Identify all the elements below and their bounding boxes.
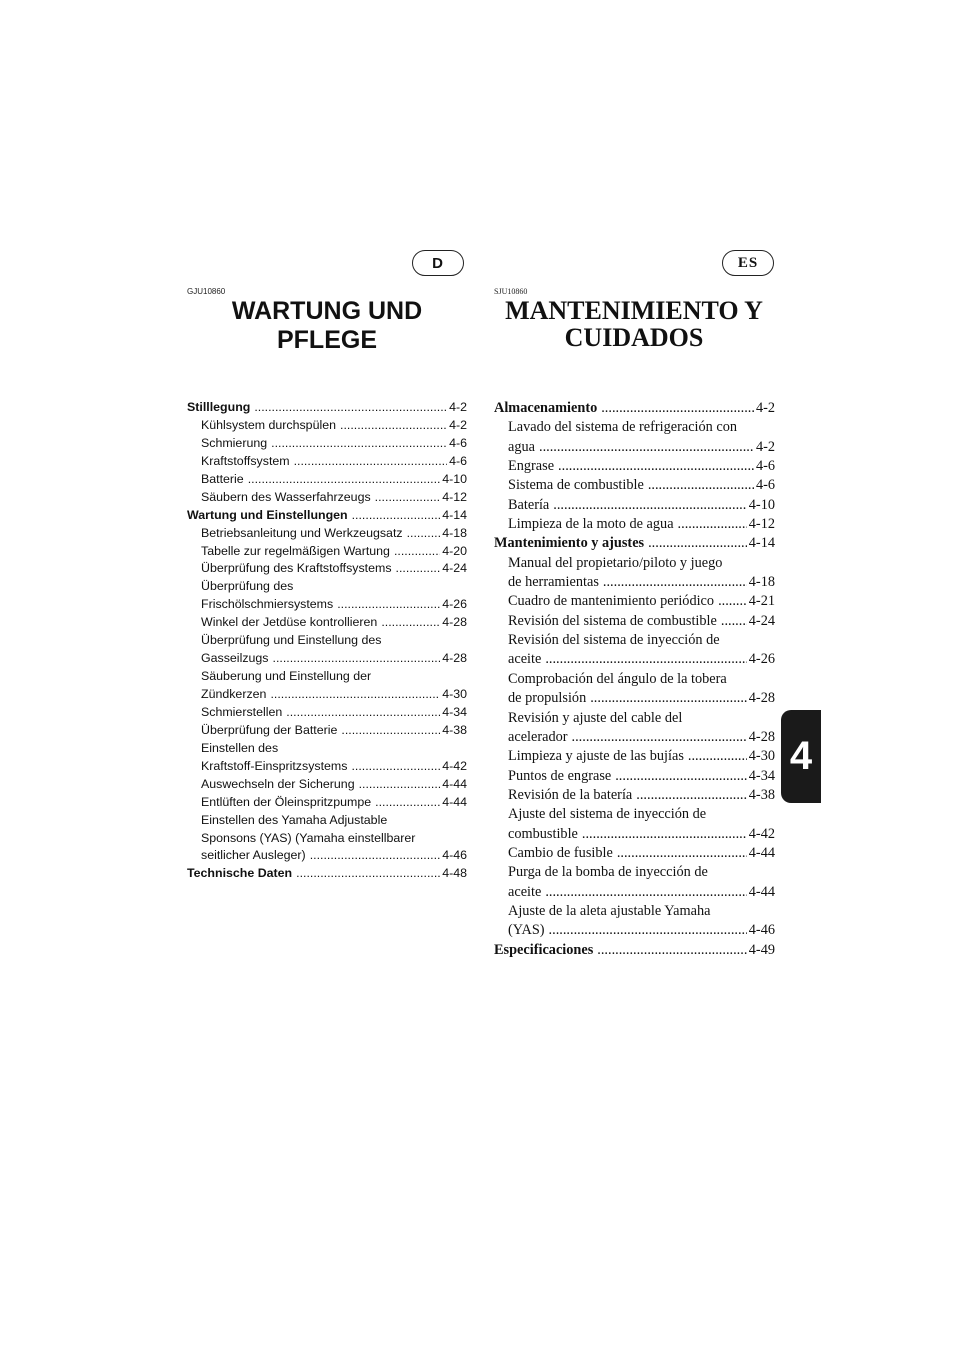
toc-entry[interactable]: [494, 767, 775, 786]
toc-dot-leader: [352, 507, 441, 525]
toc-dot-leader: [558, 457, 754, 476]
toc-dot-leader: [310, 847, 441, 865]
toc-entry[interactable]: [187, 722, 467, 740]
toc-page-number: 4-2: [755, 438, 775, 455]
toc-entry[interactable]: [187, 847, 467, 865]
toc-entry-label: Manual del propietario/piloto y juego: [508, 554, 723, 571]
toc-page-number: 4-26: [748, 651, 775, 668]
toc-entry-label: Zündkerzen: [201, 687, 267, 701]
toc-entry-label: Entlüften der Öleinspritzpumpe: [201, 794, 372, 809]
toc-entry-label: Überprüfung des: [201, 579, 294, 594]
toc-dot-leader: [572, 728, 747, 747]
toc-page-number: 4-18: [748, 574, 775, 591]
toc-entry-label: Puntos de engrase: [508, 767, 612, 784]
toc-entry[interactable]: [187, 453, 467, 471]
toc-dot-leader: [688, 747, 747, 766]
toc-dot-leader: [539, 438, 754, 457]
toc-entry-label: Säuberung und Einstellung der: [201, 669, 372, 684]
toc-dot-leader: [617, 844, 747, 863]
toc-entry-label: de propulsión: [508, 690, 587, 707]
toc-entry[interactable]: [494, 650, 775, 669]
toc-dot-leader: [248, 471, 440, 489]
toc-dot-leader: [590, 689, 747, 708]
toc-entry[interactable]: [187, 417, 467, 435]
toc-dot-leader: [603, 573, 747, 592]
toc-entry[interactable]: [187, 776, 467, 794]
toc-page-number: 4-20: [442, 543, 467, 558]
toc-entry-label: Tabelle zur regelmäßigen Wartung: [201, 543, 390, 558]
toc-page-number: 4-38: [442, 722, 467, 737]
toc-entry-label: Almacenamiento: [494, 400, 598, 416]
toc-page-number: 4-38: [748, 786, 775, 803]
toc-entry[interactable]: [494, 844, 775, 863]
toc-entry-label: Limpieza y ajuste de las bujías: [508, 748, 684, 765]
toc-page-number: 4-10: [748, 496, 775, 513]
toc-entry-label: Stilllegung: [187, 400, 251, 414]
toc-dot-leader: [381, 614, 440, 632]
language-badge-label: D: [432, 254, 444, 272]
toc-entry-label: Revisión del sistema de inyección de: [508, 632, 720, 649]
toc-entry[interactable]: [187, 632, 467, 650]
toc-page-number: 4-42: [442, 758, 467, 773]
toc-dot-leader: [340, 417, 447, 435]
toc-entry[interactable]: [187, 668, 467, 686]
toc-section[interactable]: [494, 941, 775, 960]
toc-dot-leader: [582, 825, 747, 844]
toc-entry-label: Batterie: [201, 471, 244, 486]
toc-entry-label: Überprüfung und Einstellung des: [201, 633, 382, 648]
toc-entry-label: aceite: [508, 883, 542, 900]
toc-entry-label: agua: [508, 438, 535, 455]
toc-entry-label: Einstellen des: [201, 740, 279, 755]
toc-page-number: 4-44: [442, 776, 467, 791]
chapter-tab[interactable]: [781, 710, 821, 803]
toc-entry[interactable]: [494, 921, 775, 940]
toc-dot-leader: [359, 776, 441, 794]
toc-page-number: 4-18: [442, 525, 467, 540]
toc-entry[interactable]: [494, 709, 775, 728]
toc-dot-leader: [375, 489, 441, 507]
toc-page-number: 4-34: [748, 767, 775, 784]
toc-entry[interactable]: [494, 438, 775, 457]
toc-entry-label: Mantenimiento y ajustes: [494, 535, 645, 552]
toc-entry[interactable]: [494, 689, 775, 708]
toc-entry[interactable]: [187, 812, 467, 830]
toc-page-number: 4-46: [442, 848, 467, 863]
toc-page-number: 4-24: [748, 612, 775, 629]
toc-entry-label: Revisión de la batería: [508, 786, 633, 803]
toc-entry-label: Überprüfung des Kraftstoffsystems: [201, 561, 392, 576]
toc-page-number: 4-34: [442, 704, 467, 719]
toc-section[interactable]: [494, 399, 775, 418]
title-line: MANTENIMIENTO Y: [505, 296, 763, 325]
toc-entry-label: Auswechseln der Sicherung: [201, 776, 355, 791]
toc-dot-leader: [273, 650, 441, 668]
toc-page-number: 4-30: [748, 748, 775, 765]
toc-entry[interactable]: [494, 863, 775, 882]
toc-dot-leader: [337, 596, 440, 614]
toc-entry-label: Technische Daten: [187, 866, 293, 881]
toc-entry-label: Betriebsanleitung und Werkzeugsatz: [201, 525, 403, 540]
toc-dot-leader: [636, 786, 747, 805]
toc-dot-leader: [648, 534, 747, 553]
toc-dot-leader: [341, 722, 440, 740]
toc-entry[interactable]: [187, 471, 467, 489]
toc-page-number: 4-28: [442, 615, 467, 630]
toc-page-number: 4-24: [442, 561, 467, 576]
toc-page-number: 4-21: [748, 593, 775, 610]
toc-section[interactable]: [187, 399, 467, 417]
toc-entry-label: Ajuste del sistema de inyección de: [508, 806, 707, 823]
toc-entry[interactable]: [494, 883, 775, 902]
section-code-spanish: SJU10860: [494, 287, 528, 296]
toc-dot-leader: [396, 560, 441, 578]
chapter-tab-number: 4: [789, 734, 813, 778]
toc-entry-label: Sistema de combustible: [508, 477, 644, 494]
toc-entry[interactable]: [494, 747, 775, 766]
toc-section[interactable]: [494, 534, 775, 553]
toc-entry-label: Ajuste de la aleta ajustable Yamaha: [508, 902, 711, 919]
toc-dot-leader: [615, 767, 747, 786]
toc-entry-label: Frischölschmiersystems: [201, 597, 334, 612]
toc-dot-leader: [351, 758, 440, 776]
toc-entry[interactable]: [187, 578, 467, 596]
toc-entry[interactable]: [187, 704, 467, 722]
toc-entry[interactable]: [494, 515, 775, 534]
toc-page-number: 4-6: [755, 458, 775, 475]
toc-entry[interactable]: [494, 476, 775, 495]
toc-entry[interactable]: [187, 830, 467, 848]
toc-entry[interactable]: [187, 543, 467, 561]
toc-entry[interactable]: [494, 554, 775, 573]
toc-section[interactable]: [187, 507, 467, 525]
toc-dot-leader: [597, 941, 747, 960]
toc-entry[interactable]: [494, 670, 775, 689]
table-of-contents-german: [187, 399, 467, 883]
toc-entry[interactable]: [187, 686, 467, 704]
toc-dot-leader: [394, 543, 440, 561]
toc-entry-label: Überprüfung der Batterie: [201, 722, 338, 737]
toc-entry[interactable]: [187, 614, 467, 632]
toc-dot-leader: [648, 476, 754, 495]
toc-dot-leader: [601, 399, 754, 418]
toc-page-number: 4-48: [442, 866, 467, 881]
toc-entry[interactable]: [187, 489, 467, 507]
toc-page-number: 4-6: [755, 477, 775, 494]
title-line: WARTUNG UND: [231, 297, 423, 325]
toc-page-number: 4-12: [442, 489, 467, 504]
toc-entry-label: Schmierung: [201, 435, 268, 450]
language-badge-spanish: [722, 250, 774, 276]
toc-entry-label: Revisión del sistema de combustible: [508, 612, 717, 629]
toc-entry-label: Säubern des Wasserfahrzeugs: [201, 489, 371, 504]
toc-page-number: 4-2: [449, 400, 467, 414]
toc-dot-leader: [270, 686, 440, 704]
toc-entry[interactable]: [187, 794, 467, 812]
toc-dot-leader: [254, 399, 447, 417]
toc-entry-label: Cambio de fusible: [508, 844, 613, 861]
language-badge-german: [412, 250, 464, 276]
toc-entry[interactable]: [187, 596, 467, 614]
toc-dot-leader: [718, 592, 747, 611]
toc-entry-label: Limpieza de la moto de agua: [508, 516, 674, 533]
toc-page-number: 4-42: [748, 825, 775, 842]
toc-entry-label: Wartung und Einstellungen: [187, 507, 348, 522]
toc-page-number: 4-44: [748, 844, 775, 861]
toc-page-number: 4-28: [748, 690, 775, 707]
toc-entry[interactable]: [494, 592, 775, 611]
toc-entry[interactable]: [187, 758, 467, 776]
toc-dot-leader: [545, 650, 746, 669]
toc-entry-label: aceite: [508, 651, 542, 668]
toc-dot-leader: [545, 883, 746, 902]
toc-entry[interactable]: [494, 631, 775, 650]
toc-entry-label: Lavado del sistema de refrigeración con: [508, 419, 738, 436]
toc-dot-leader: [721, 612, 747, 631]
toc-page-number: 4-28: [748, 728, 775, 745]
toc-page-number: 4-46: [748, 922, 775, 939]
toc-dot-leader: [375, 794, 440, 812]
toc-dot-leader: [286, 704, 440, 722]
toc-entry-label: seitlicher Ausleger): [201, 848, 306, 863]
toc-entry[interactable]: [494, 786, 775, 805]
toc-entry-label: Purga de la bomba de inyección de: [508, 864, 708, 881]
toc-page-number: 4-2: [755, 400, 775, 416]
toc-entry-label: Kraftstoffsystem: [201, 453, 290, 468]
toc-entry[interactable]: [187, 435, 467, 453]
toc-entry[interactable]: [187, 560, 467, 578]
chapter-title-german: [187, 297, 467, 355]
toc-page-number: 4-28: [442, 651, 467, 666]
toc-page-number: 4-12: [748, 516, 775, 533]
toc-entry[interactable]: [494, 805, 775, 824]
toc-entry-label: Revisión y ajuste del cable del: [508, 709, 683, 726]
toc-dot-leader: [296, 865, 440, 883]
toc-entry-label: Kühlsystem durchspülen: [201, 417, 336, 432]
toc-page-number: 4-2: [449, 417, 467, 432]
toc-entry-label: Batería: [508, 496, 550, 513]
toc-page-number: 4-49: [748, 941, 775, 958]
toc-entry[interactable]: [494, 902, 775, 921]
toc-page-number: 4-6: [449, 453, 467, 468]
chapter-title-spanish: [494, 297, 774, 352]
toc-dot-leader: [549, 921, 747, 940]
toc-entry[interactable]: [494, 573, 775, 592]
toc-entry[interactable]: [187, 650, 467, 668]
toc-entry-label: Kraftstoff-Einspritzsystems: [201, 758, 348, 773]
toc-page-number: 4-44: [442, 794, 467, 809]
toc-page-number: 4-26: [442, 597, 467, 612]
toc-page-number: 4-30: [442, 687, 467, 701]
toc-entry-label: Einstellen des Yamaha Adjustable: [201, 812, 388, 827]
toc-page-number: 4-44: [748, 883, 775, 900]
toc-entry-label: de herramientas: [508, 574, 599, 591]
toc-dot-leader: [678, 515, 747, 534]
toc-entry[interactable]: [494, 825, 775, 844]
toc-entry-label: Especificaciones: [494, 941, 594, 958]
toc-entry[interactable]: [187, 525, 467, 543]
toc-entry-label: Cuadro de mantenimiento periódico: [508, 593, 715, 610]
toc-dot-leader: [294, 453, 447, 471]
table-of-contents-spanish: [494, 399, 775, 960]
toc-entry-label: acelerador: [508, 728, 568, 745]
toc-page-number: 4-6: [449, 435, 467, 450]
language-badge-label: ES: [737, 254, 759, 271]
toc-page-number: 4-10: [442, 471, 467, 486]
toc-section[interactable]: [187, 865, 467, 883]
toc-entry-label: Engrase: [508, 458, 555, 475]
toc-entry-label: combustible: [508, 825, 578, 842]
toc-entry-label: Winkel der Jetdüse kontrollieren: [201, 615, 378, 630]
toc-page-number: 4-14: [748, 535, 775, 552]
toc-entry[interactable]: [494, 457, 775, 476]
toc-page-number: 4-14: [442, 507, 467, 522]
toc-entry[interactable]: [494, 496, 775, 515]
section-code-german: GJU10860: [187, 287, 226, 296]
toc-entry[interactable]: [494, 418, 775, 437]
toc-entry-label: Comprobación del ángulo de la tobera: [508, 670, 727, 687]
title-line: PFLEGE: [276, 325, 377, 354]
toc-entry-label: Gasseilzugs: [201, 651, 269, 666]
toc-entry[interactable]: [494, 728, 775, 747]
toc-entry[interactable]: [494, 612, 775, 631]
toc-entry-label: (YAS): [508, 922, 545, 939]
toc-entry-label: Schmierstellen: [201, 704, 283, 719]
toc-entry[interactable]: [187, 740, 467, 758]
toc-dot-leader: [407, 525, 441, 543]
toc-dot-leader: [553, 496, 747, 515]
toc-dot-leader: [271, 435, 447, 453]
toc-entry-label: Sponsons (YAS) (Yamaha einstellbarer: [201, 830, 416, 845]
title-line: CUIDADOS: [564, 323, 704, 353]
